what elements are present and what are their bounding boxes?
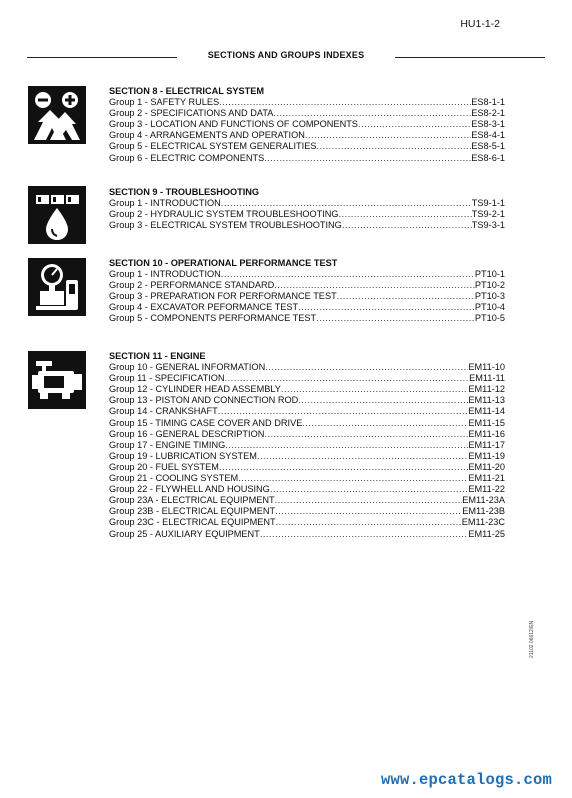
dot-leader: [274, 280, 475, 291]
entry-label: Group 17 - ENGINE TIMING: [109, 439, 226, 450]
entry-page-ref: PT10-2: [474, 280, 505, 291]
index-entry: [109, 395, 505, 406]
section-10-block: [109, 258, 505, 325]
section-10-entries: [109, 269, 505, 324]
index-entry: [109, 302, 505, 313]
dot-leader: [337, 291, 475, 302]
index-entry: [109, 373, 505, 384]
index-entry: [109, 462, 505, 473]
section-9-entries: [109, 198, 505, 231]
entry-label: Group 3 - ELECTRICAL SYSTEM TROUBLESHOOTING: [109, 220, 342, 231]
index-entry: [109, 418, 505, 429]
entry-label: Group 1 - SAFETY RULES: [109, 97, 220, 108]
entry-page-ref: EM11-11: [469, 373, 505, 384]
entry-page-ref: ES8-5-1: [471, 141, 505, 152]
dot-leader: [302, 418, 468, 429]
entry-page-ref: ES8-3-1: [471, 119, 505, 130]
dot-leader: [270, 484, 469, 495]
dot-leader: [298, 302, 475, 313]
entry-page-ref: EM11-25: [468, 528, 505, 539]
index-entry: [109, 130, 505, 141]
index-entry: [109, 495, 505, 506]
index-entry: [109, 529, 505, 540]
entry-label: Group 12 - CYLINDER HEAD ASSEMBLY: [109, 384, 281, 395]
performance-test-icon: [28, 258, 86, 316]
section-8-title: SECTION 8 - ELECTRICAL SYSTEM: [109, 86, 265, 96]
entry-page-ref: ES8-2-1: [471, 108, 505, 119]
index-entry: [109, 384, 505, 395]
entry-label: Group 19 - LUBRICATION SYSTEM: [109, 450, 257, 461]
entry-page-ref: EM11-20: [468, 461, 505, 472]
dot-leader: [339, 209, 472, 220]
entry-label: Group 4 - EXCAVATOR PEFORMANCE TEST: [109, 302, 299, 313]
index-entry: [109, 406, 505, 417]
entry-page-ref: TS9-2-1: [471, 209, 505, 220]
entry-page-ref: TS9-1-1: [471, 198, 505, 209]
entry-label: Group 11 - SPECIFICATION: [109, 373, 225, 384]
dot-leader: [265, 362, 468, 373]
dot-leader: [260, 529, 469, 540]
electrical-system-icon: [28, 86, 86, 144]
side-code: 21102 06612/EN: [529, 620, 535, 658]
troubleshooting-icon: [28, 186, 86, 244]
section-11-title: SECTION 11 - ENGINE: [109, 351, 206, 361]
entry-label: Group 1 - INTRODUCTION: [109, 269, 221, 280]
entry-label: Group 6 - ELECTRIC COMPONENTS: [109, 152, 265, 163]
entry-label: Group 15 - TIMING CASE COVER AND DRIVE: [109, 417, 303, 428]
entry-page-ref: EM11-13: [468, 395, 505, 406]
index-entry: [109, 209, 505, 220]
dot-leader: [305, 130, 471, 141]
dot-leader: [273, 108, 471, 119]
dot-leader: [316, 313, 475, 324]
entry-label: Group 23C - ELECTRICAL EQUIPMENT: [109, 517, 276, 528]
entry-label: Group 23A - ELECTRICAL EQUIPMENT: [109, 495, 275, 506]
index-entry: [109, 484, 505, 495]
section-10-title: SECTION 10 - OPERATIONAL PERFORMANCE TEST: [109, 258, 338, 268]
entry-page-ref: EM11-15: [468, 417, 505, 428]
entry-page-ref: EM11-23B: [462, 506, 505, 517]
entry-page-ref: PT10-5: [474, 313, 505, 324]
entry-page-ref: EM11-12: [468, 384, 505, 395]
entry-label: Group 5 - COMPONENTS PERFORMANCE TEST: [109, 313, 317, 324]
dot-leader: [221, 269, 475, 280]
index-entry: [109, 440, 505, 451]
index-entry: [109, 291, 505, 302]
entry-page-ref: ES8-6-1: [471, 152, 505, 163]
index-entry: [109, 517, 505, 528]
dot-leader: [264, 153, 471, 164]
entry-label: Group 22 - FLYWHELL AND HOUSING: [109, 484, 270, 495]
entry-page-ref: PT10-3: [474, 291, 505, 302]
entry-page-ref: EM11-22: [468, 484, 505, 495]
section-9-block: [109, 187, 505, 231]
dot-leader: [225, 440, 468, 451]
entry-label: Group 1 - INTRODUCTION: [109, 198, 221, 209]
entry-label: Group 21 - COOLING SYSTEM: [109, 473, 239, 484]
dot-leader: [298, 395, 468, 406]
dot-leader: [264, 429, 468, 440]
entry-page-ref: PT10-4: [474, 302, 505, 313]
dot-leader: [358, 119, 471, 130]
entry-page-ref: EM11-10: [468, 362, 505, 373]
index-entry: [109, 220, 505, 231]
dot-leader: [219, 97, 471, 108]
section-11-block: [109, 351, 505, 540]
entry-page-ref: ES8-1-1: [471, 97, 505, 108]
dot-leader: [276, 517, 462, 528]
entry-page-ref: EM11-16: [468, 428, 505, 439]
dot-leader: [221, 198, 472, 209]
section-11-entries: [109, 362, 505, 540]
index-entry: [109, 451, 505, 462]
page-header: [27, 50, 545, 64]
entry-label: Group 3 - PREPARATION FOR PERFORMANCE TEST: [109, 291, 337, 302]
index-entry: [109, 313, 505, 324]
entry-page-ref: EM11-23C: [461, 517, 505, 528]
index-entry: [109, 473, 505, 484]
entry-label: Group 2 - HYDRAULIC SYSTEM TROUBLESHOOTING: [109, 209, 339, 220]
entry-page-ref: EM11-17: [468, 439, 505, 450]
dot-leader: [219, 462, 468, 473]
entry-page-ref: ES8-4-1: [471, 130, 505, 141]
entry-page-ref: EM11-21: [468, 473, 505, 484]
entry-label: Group 2 - SPECIFICATIONS AND DATA: [109, 108, 274, 119]
dot-leader: [225, 373, 470, 384]
header-title: SECTIONS AND GROUPS INDEXES: [207, 50, 365, 60]
entry-page-ref: PT10-1: [474, 269, 505, 280]
entry-label: Group 23B - ELECTRICAL EQUIPMENT: [109, 506, 276, 517]
entry-label: Group 13 - PISTON AND CONNECTION ROD: [109, 395, 299, 406]
dot-leader: [316, 141, 471, 152]
dot-leader: [218, 406, 469, 417]
header-rule-right: [395, 57, 545, 58]
index-entry: [109, 280, 505, 291]
index-entry: [109, 362, 505, 373]
entry-label: Group 14 - CRANKSHAFT: [109, 406, 218, 417]
index-entry: [109, 141, 505, 152]
entry-page-ref: EM11-14: [468, 406, 505, 417]
dot-leader: [281, 384, 468, 395]
entry-label: Group 25 - AUXILIARY EQUIPMENT: [109, 528, 260, 539]
index-entry: [109, 108, 505, 119]
engine-icon: [28, 351, 86, 409]
entry-label: Group 16 - GENERAL DESCRIPTION: [109, 428, 265, 439]
header-rule-left: [27, 57, 177, 58]
page-code: HU1-1-2: [460, 18, 500, 30]
dot-leader: [342, 220, 472, 231]
entry-label: Group 20 - FUEL SYSTEM: [109, 461, 219, 472]
entry-label: Group 2 - PERFORMANCE STANDARD: [109, 280, 275, 291]
index-entry: [109, 153, 505, 164]
entry-page-ref: EM11-23A: [462, 495, 505, 506]
entry-label: Group 3 - LOCATION AND FUNCTIONS OF COMPONENTS: [109, 119, 358, 130]
entry-label: Group 10 - GENERAL INFORMATION: [109, 362, 266, 373]
section-8-block: [109, 86, 505, 164]
entry-page-ref: TS9-3-1: [471, 220, 505, 231]
entry-label: Group 4 - ARRANGEMENTS AND OPERATION: [109, 130, 305, 141]
entry-label: Group 5 - ELECTRICAL SYSTEM GENERALITIES: [109, 141, 317, 152]
dot-leader: [238, 473, 468, 484]
section-8-entries: [109, 97, 505, 164]
index-entry: [109, 198, 505, 209]
index-entry: [109, 269, 505, 280]
entry-page-ref: EM11-19: [468, 450, 505, 461]
dot-leader: [257, 451, 469, 462]
watermark: www.epcatalogs.com: [380, 771, 552, 789]
index-entry: [109, 97, 505, 108]
index-entry: [109, 119, 505, 130]
index-entry: [109, 429, 505, 440]
section-9-title: SECTION 9 - TROUBLESHOOTING: [109, 187, 260, 197]
dot-leader: [275, 506, 462, 517]
index-entry: [109, 506, 505, 517]
dot-leader: [275, 495, 463, 506]
